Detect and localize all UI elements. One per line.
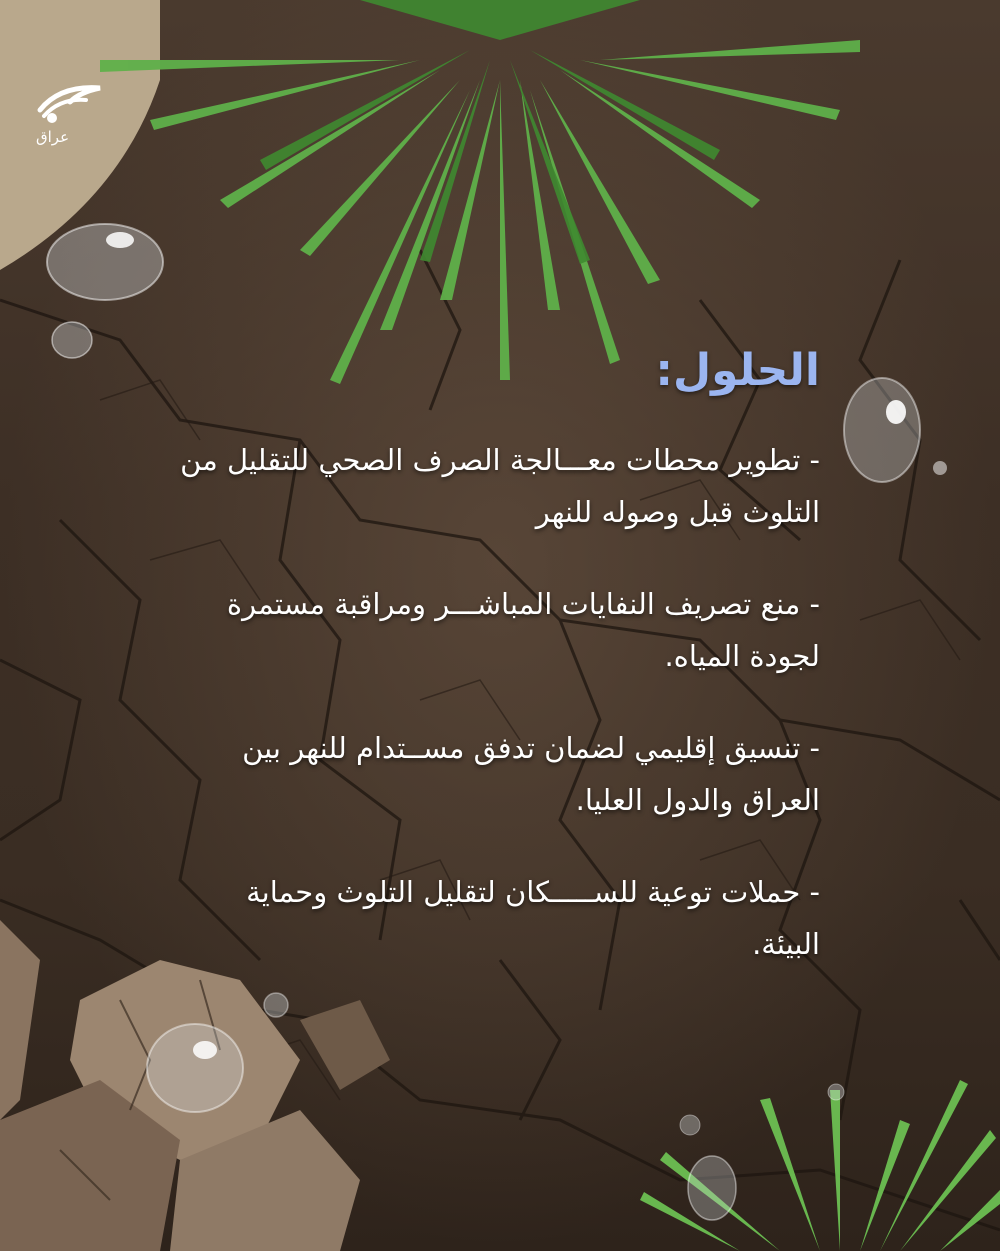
solutions-section — [175, 345, 820, 1010]
channel-logo — [30, 80, 110, 160]
solution-item-4: - حملات توعية للســـــكان لتقليل التلوث وحماية البيئة. — [246, 875, 820, 961]
solution-item-1: - تطوير محطات معـــالجة الصرف الصحي للتقليل من التلوث قبل وصوله للنهر — [180, 443, 820, 529]
logo-caption: عراق — [36, 128, 70, 146]
solution-item-2: - منع تصريف النفايات المباشـــر ومراقبة مستمرة لجودة المياه. — [226, 587, 820, 673]
solutions-heading: الحلول: — [655, 345, 820, 396]
solution-item-3: - تنسيق إقليمي لضمان تدفق مســتدام للنهر بين العراق والدول العليا. — [242, 731, 820, 817]
